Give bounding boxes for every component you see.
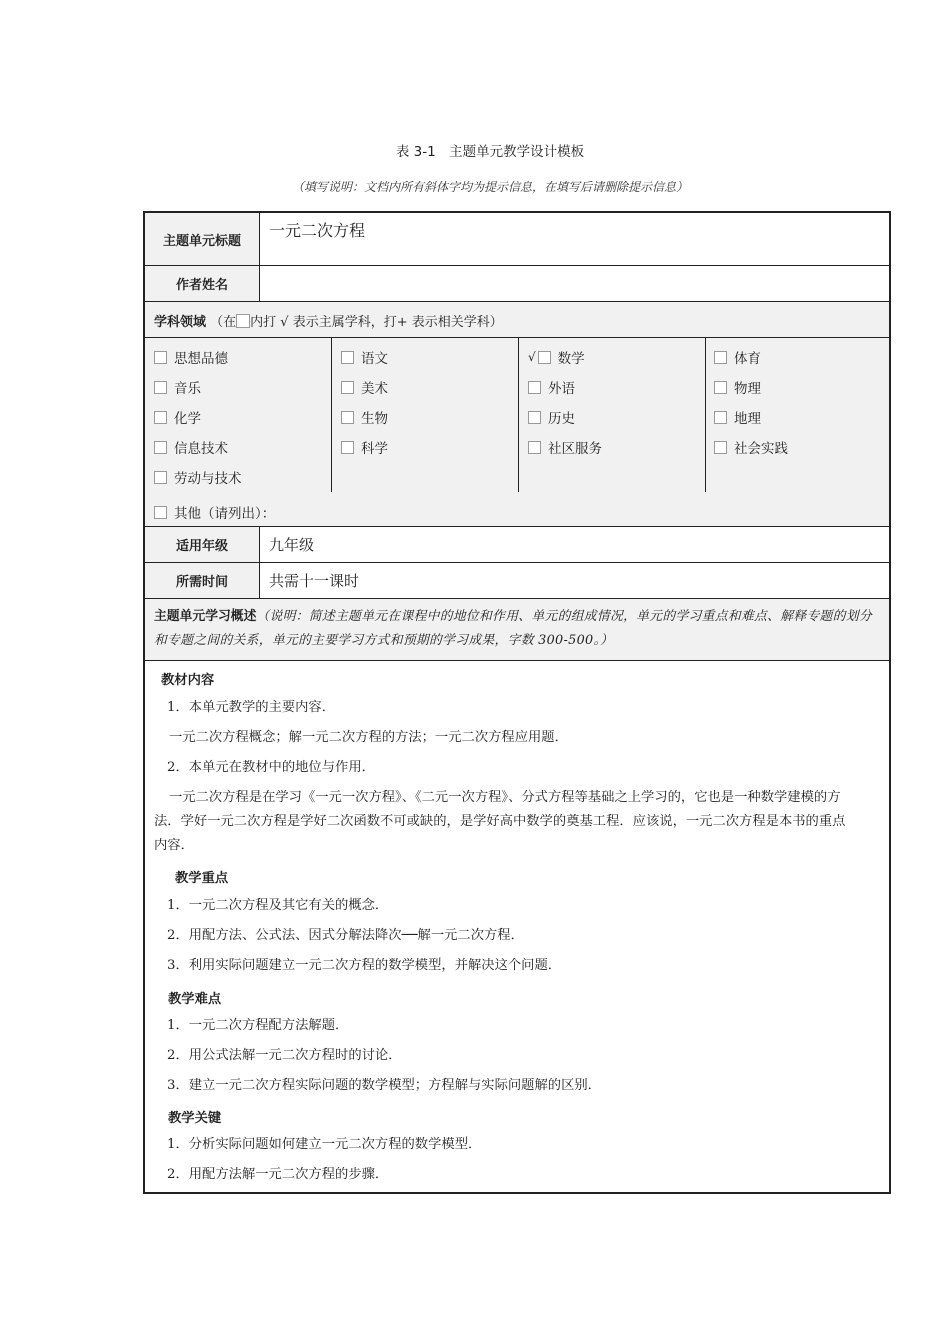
key-point: 3．利用实际问题建立一元二次方程的数学模型，并解决这个问题． — [167, 958, 562, 973]
subject-option-other[interactable]: 其他（请列出）： — [154, 502, 275, 522]
checkbox-icon[interactable] — [538, 351, 551, 364]
theme-row — [145, 213, 889, 266]
crux-point: 2．用配方法解一元二次方程的步骤． — [167, 1167, 389, 1182]
subject-option-math-checked[interactable]: √ 数学 — [528, 350, 585, 367]
crux-point: 1．分析实际问题如何建立一元二次方程的数学模型． — [167, 1137, 482, 1152]
subject-grid — [145, 338, 889, 527]
materials-heading: 教材内容 — [161, 673, 215, 688]
subject-option[interactable]: 历史 — [528, 407, 575, 427]
checkbox-icon[interactable] — [528, 411, 541, 424]
checkbox-icon[interactable] — [154, 471, 167, 484]
checkbox-icon[interactable] — [154, 381, 167, 394]
subject-option[interactable]: 语文 — [341, 347, 388, 367]
checkbox-icon[interactable] — [528, 381, 541, 394]
checkbox-icon[interactable] — [154, 411, 167, 424]
subject-option[interactable]: 社会实践 — [714, 437, 788, 457]
checkbox-icon[interactable] — [528, 441, 541, 454]
time-row — [145, 563, 889, 599]
document-title: 表 3-1 主题单元教学设计模板 — [395, 144, 585, 160]
checkbox-icon[interactable] — [341, 351, 354, 364]
key-points-heading: 教学重点 — [175, 871, 229, 886]
overview-text — [154, 605, 884, 653]
checkbox-icon — [236, 314, 250, 328]
subject-option[interactable]: 科学 — [341, 437, 388, 457]
checkbox-icon[interactable] — [714, 351, 727, 364]
difficulty-point: 3．建立一元二次方程实际问题的数学模型；方程解与实际问题解的区别． — [167, 1078, 601, 1093]
difficulty-point: 1．一元二次方程配方法解题． — [167, 1018, 349, 1033]
checkbox-icon[interactable] — [714, 441, 727, 454]
subject-area-label: 学科领域 — [154, 315, 207, 330]
author-row — [145, 266, 889, 302]
subject-area-instruction-b: 内打 √ 表示主属学科，打+ 表示相关学科） — [250, 315, 503, 330]
materials-item-1-text: 一元二次方程概念；解一元二次方程的方法；一元二次方程应用题． — [169, 730, 568, 745]
checkbox-icon[interactable] — [154, 506, 167, 519]
subject-option[interactable]: 社区服务 — [528, 437, 602, 457]
subject-option[interactable]: 生物 — [341, 407, 388, 427]
materials-item-2-line-3: 内容． — [154, 838, 194, 853]
subject-option[interactable]: 信息技术 — [154, 437, 228, 457]
checkbox-icon[interactable] — [341, 381, 354, 394]
key-point: 2．用配方法、公式法、因式分解法降次──解一元二次方程． — [167, 928, 524, 943]
grade-value[interactable]: 九年级 — [269, 536, 315, 554]
check-mark-icon: √ — [528, 350, 536, 364]
materials-item-2-line-1: 一元二次方程是在学习《一元一次方程》、《二元一次方程》、分式方程等基础之上学习的，它也是一种数学建模的方 — [169, 790, 841, 805]
theme-value[interactable]: 一元二次方程 — [269, 221, 366, 240]
checkbox-icon[interactable] — [154, 351, 167, 364]
time-value[interactable]: 共需十一课时 — [269, 572, 360, 590]
overview-label: 主题单元学习概述 — [154, 609, 257, 624]
subject-area-instruction-a: （在 — [210, 315, 237, 330]
subject-area-row — [145, 302, 889, 338]
theme-label: 主题单元标题 — [145, 213, 260, 265]
checkbox-icon[interactable] — [154, 441, 167, 454]
subject-option[interactable]: 物理 — [714, 377, 761, 397]
subject-option[interactable]: 音乐 — [154, 377, 201, 397]
checkbox-icon[interactable] — [341, 441, 354, 454]
grade-row — [145, 527, 889, 563]
overview-content[interactable] — [145, 661, 889, 1192]
time-label: 所需时间 — [145, 563, 260, 598]
subject-area-header — [154, 311, 503, 330]
checkbox-icon[interactable] — [341, 411, 354, 424]
checkbox-icon[interactable] — [714, 411, 727, 424]
difficulties-heading: 教学难点 — [168, 992, 222, 1007]
subject-option[interactable]: 思想品德 — [154, 347, 228, 367]
crux-heading: 教学关键 — [168, 1111, 222, 1126]
grade-label: 适用年级 — [145, 527, 260, 562]
subject-option[interactable]: 地理 — [714, 407, 761, 427]
materials-item-2: 2．本单元在教材中的地位与作用． — [167, 760, 375, 775]
key-point: 1．一元二次方程及其它有关的概念． — [167, 898, 389, 913]
materials-item-2-line-2: 法．学好一元二次方程是学好二次函数不可或缺的，是学好高中数学的奠基工程．应该说，一元二次方程是本书的重点 — [154, 814, 846, 829]
difficulty-point: 2．用公式法解一元二次方程时的讨论． — [167, 1048, 402, 1063]
checkbox-icon[interactable] — [714, 381, 727, 394]
subject-option[interactable]: 劳动与技术 — [154, 467, 242, 487]
subject-option[interactable]: 体育 — [714, 347, 761, 367]
subject-option[interactable]: 外语 — [528, 377, 575, 397]
design-table — [143, 211, 891, 1194]
author-label: 作者姓名 — [145, 266, 260, 301]
materials-item-1: 1．本单元教学的主要内容． — [167, 700, 336, 715]
fill-instructions: （填写说明：文档内所有斜体字均为提示信息，在填写后请删除提示信息） — [291, 180, 688, 194]
overview-hint: （说明：简述主题单元在课程中的地位和作用、单元的组成情况，单元的学习重点和难点、解释专题的划分和专题之间的关系，单元的主要学习方式和预期的学习成果，字数 300-500。） — [154, 609, 872, 648]
overview-row — [145, 599, 889, 661]
subject-option[interactable]: 美术 — [341, 377, 388, 397]
subject-option[interactable]: 化学 — [154, 407, 201, 427]
